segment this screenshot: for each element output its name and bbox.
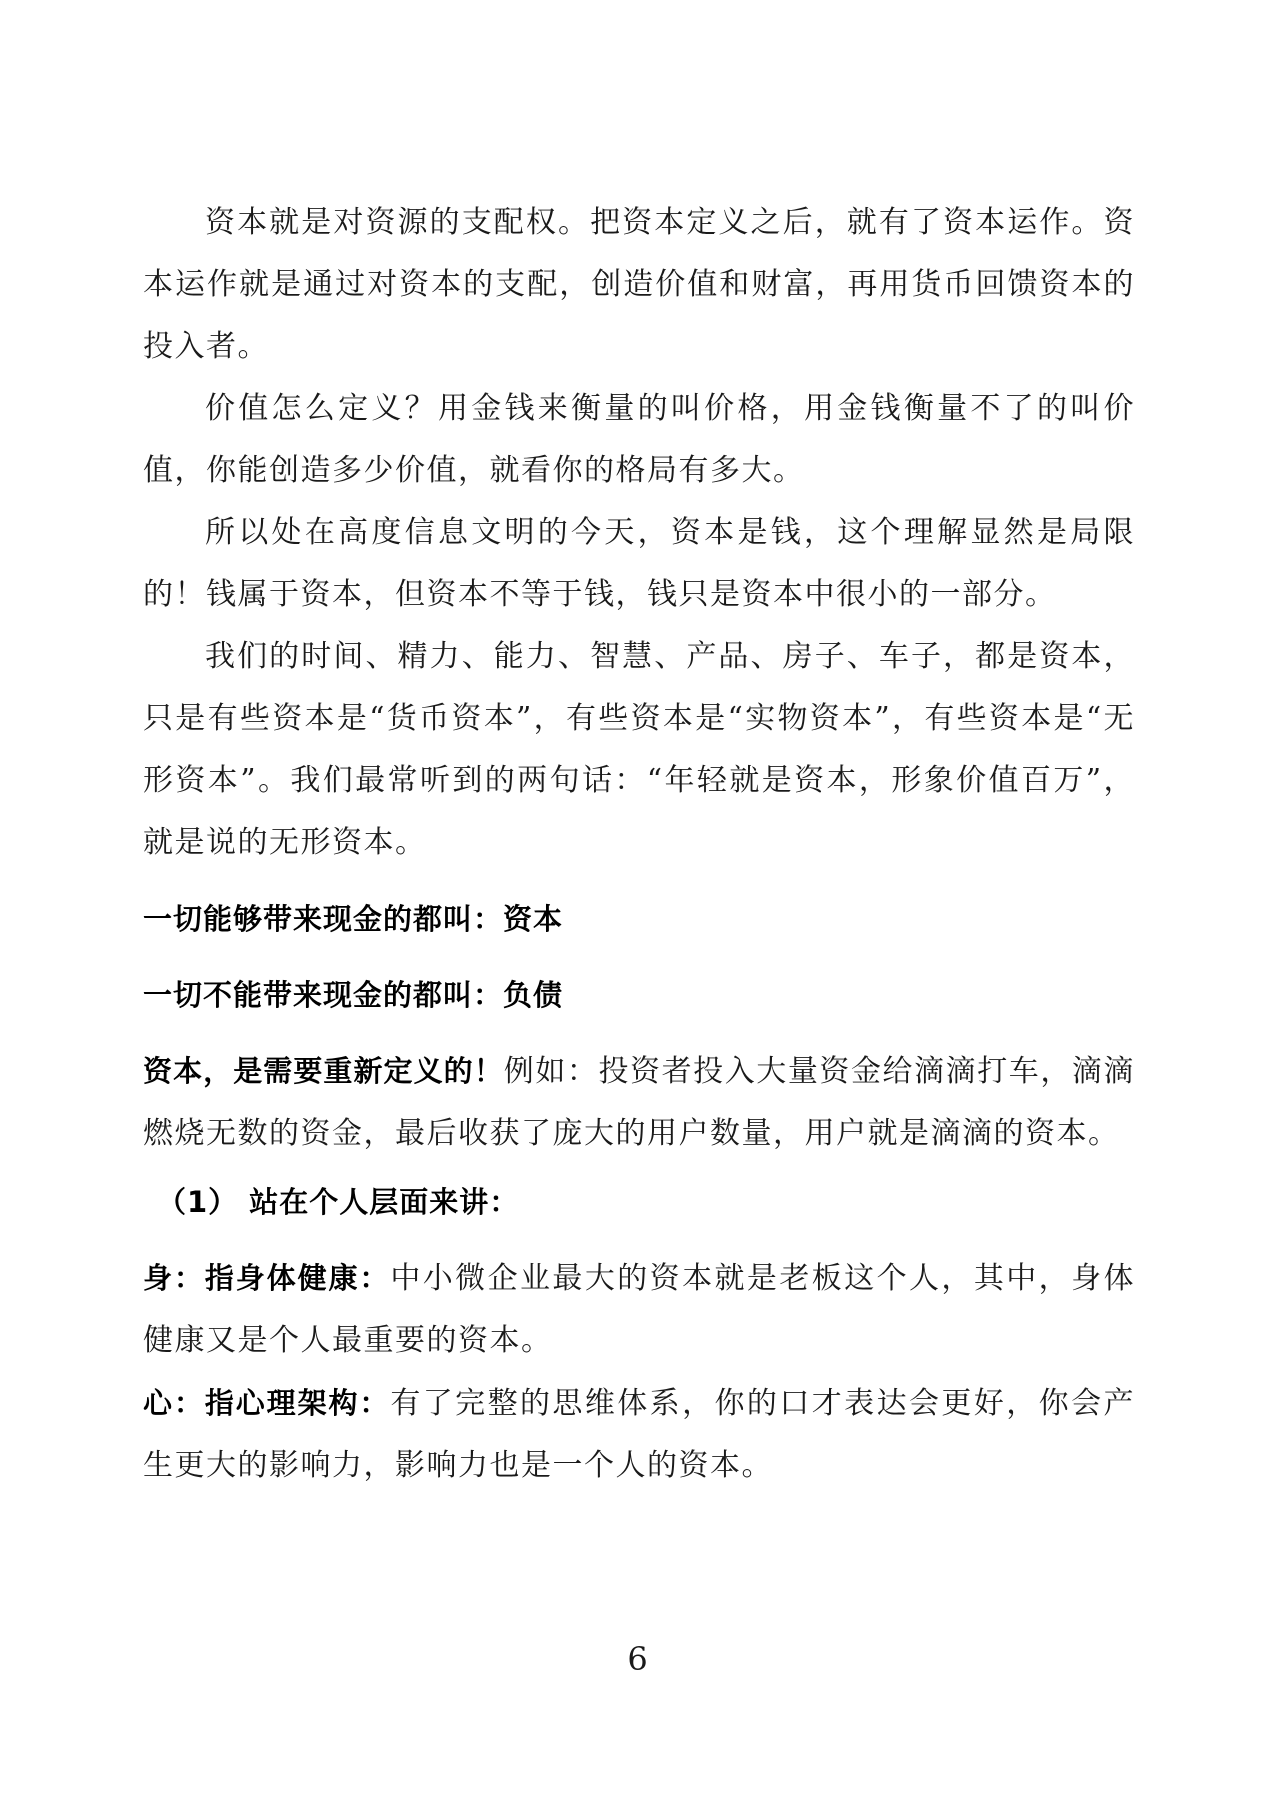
- item-body-lead: 身：指身体健康：: [143, 1261, 391, 1295]
- paragraph-redefine-capital: [143, 1040, 1135, 1165]
- body-text: [143, 192, 1135, 1497]
- paragraph-capital-types: 我们的时间、精力、能力、智慧、产品、房子、车子，都是资本，只是有些资本是“货币资本”，有些资本是“实物资本”，有些资本是“无形资本”。我们最常听到的两句话：“年轻就是资本，形象价值百万”，就是说的无形资本。: [143, 639, 1135, 860]
- item-mind-lead: 心：指心理架构：: [143, 1386, 391, 1420]
- heading-liability: 一切不能带来现金的都叫：负债: [143, 978, 564, 1012]
- redefine-text: 例如：投资者投入大量资金给滴滴打车，滴滴燃烧无数的资金，最后收获了庞大的用户数量，用户就是滴滴的资本。: [143, 1054, 1135, 1151]
- page-number: 6: [627, 1640, 648, 1678]
- item-body-health: [143, 1247, 1135, 1372]
- paragraph-value-definition: 价值怎么定义？用金钱来衡量的叫价格，用金钱衡量不了的叫价值，你能创造多少价值，就看你的格局有多大。: [143, 391, 1135, 488]
- heading-capital: 一切能够带来现金的都叫：资本: [143, 902, 564, 936]
- item-mind-text: 有了完整的思维体系，你的口才表达会更好，你会产生更大的影响力，影响力也是一个人的资本。: [143, 1386, 1135, 1483]
- section-title-personal-level: （1） 站在个人层面来讲：: [157, 1185, 520, 1219]
- item-mind-structure: [143, 1372, 1135, 1497]
- redefine-lead: 资本，是需要重新定义的！: [143, 1054, 504, 1088]
- paragraph-capital-definition: 资本就是对资源的支配权。把资本定义之后，就有了资本运作。资本运作就是通过对资本的支配，创造价值和财富，再用货币回馈资本的投入者。: [143, 205, 1135, 364]
- paragraph-money-vs-capital: 所以处在高度信息文明的今天，资本是钱，这个理解显然是局限的！钱属于资本，但资本不等于钱，钱只是资本中很小的一部分。: [143, 515, 1135, 612]
- item-body-text: 中小微企业最大的资本就是老板这个人，其中，身体健康又是个人最重要的资本。: [143, 1261, 1135, 1358]
